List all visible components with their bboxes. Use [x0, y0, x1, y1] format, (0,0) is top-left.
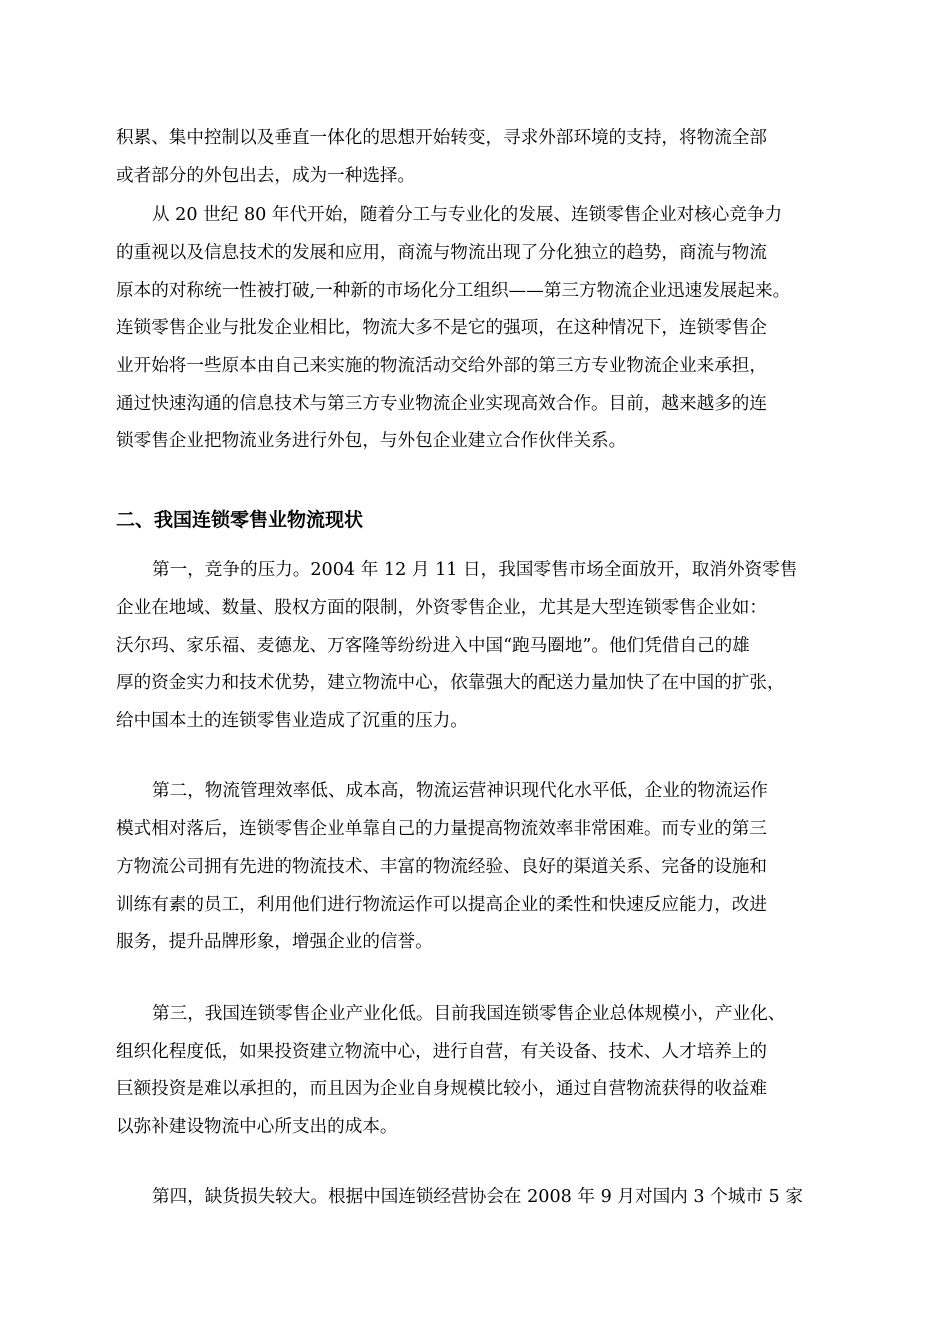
paragraph-line: 锁零售企业把物流业务进行外包，与外包企业建立合作伙伴关系。	[116, 431, 627, 451]
paragraph-line: 厚的资金实力和技术优势，建立物流中心，依靠强大的配送力量加快了在中国的扩张，	[116, 673, 785, 693]
paragraph-line: 连锁零售企业与批发企业相比，物流大多不是它的强项，在这种情况下，连锁零售企	[116, 318, 767, 338]
paragraph-line: 第二，物流管理效率低、成本高，物流运营神识现代化水平低，企业的物流运作	[152, 781, 768, 801]
paragraph-line: 从 20 世纪 80 年代开始，随着分工与专业化的发展、连锁零售企业对核心竞争力	[152, 205, 783, 225]
paragraph-line: 以弥补建设物流中心所支出的成本。	[116, 1117, 398, 1137]
paragraph-line: 的重视以及信息技术的发展和应用，商流与物流出现了分化独立的趋势，商流与物流	[116, 243, 767, 263]
paragraph-line: 训练有素的员工，利用他们进行物流运作可以提高企业的柔性和快速反应能力，改进	[116, 895, 767, 915]
paragraph-line: 业开始将一些原本由自己来实施的物流活动交给外部的第三方专业物流企业来承担，	[116, 356, 767, 376]
paragraph-line: 给中国本土的连锁零售业造成了沉重的压力。	[116, 711, 468, 731]
paragraph-line: 第四，缺货损失较大。根据中国连锁经营协会在 2008 年 9 月对国内 3 个城市 5 家	[152, 1187, 803, 1207]
section-heading: 二、我国连锁零售业物流现状	[116, 509, 364, 531]
paragraph-line: 积累、集中控制以及垂直一体化的思想开始转变，寻求外部环境的支持，将物流全部	[116, 128, 767, 148]
paragraph-line: 或者部分的外包出去，成为一种选择。	[116, 166, 416, 186]
paragraph-line: 第三，我国连锁零售企业产业化低。目前我国连锁零售企业总体规模小，产业化、	[152, 1004, 786, 1024]
paragraph-line: 组织化程度低，如果投资建立物流中心，进行自营，有关设备、技术、人才培养上的	[116, 1042, 767, 1062]
paragraph-line: 模式相对落后，连锁零售企业单靠自己的力量提高物流效率非常困难。而专业的第三	[116, 819, 767, 839]
paragraph-line: 巨额投资是难以承担的，而且因为企业自身规模比较小，通过自营物流获得的收益难	[116, 1079, 767, 1099]
paragraph-line: 沃尔玛、家乐福、麦德龙、万客隆等纷纷进入中国“跑马圈地”。他们凭借自己的雄	[116, 636, 750, 656]
paragraph-line: 第一，竞争的压力。2004 年 12 月 11 日，我国零售市场全面放开，取消外资零售	[152, 560, 798, 580]
paragraph-line: 方物流公司拥有先进的物流技术、丰富的物流经验、良好的渠道关系、完备的设施和	[116, 857, 767, 877]
paragraph-line: 原本的对称统一性被打破,一种新的市场化分工组织——第三方物流企业迅速发展起来。	[116, 281, 791, 301]
paragraph-line: 通过快速沟通的信息技术与第三方专业物流企业实现高效合作。目前，越来越多的连	[116, 394, 767, 414]
paragraph-line: 企业在地域、数量、股权方面的限制，外资零售企业，尤其是大型连锁零售企业如：	[116, 598, 767, 618]
paragraph-line: 服务，提升品牌形象，增强企业的信誉。	[116, 932, 433, 952]
